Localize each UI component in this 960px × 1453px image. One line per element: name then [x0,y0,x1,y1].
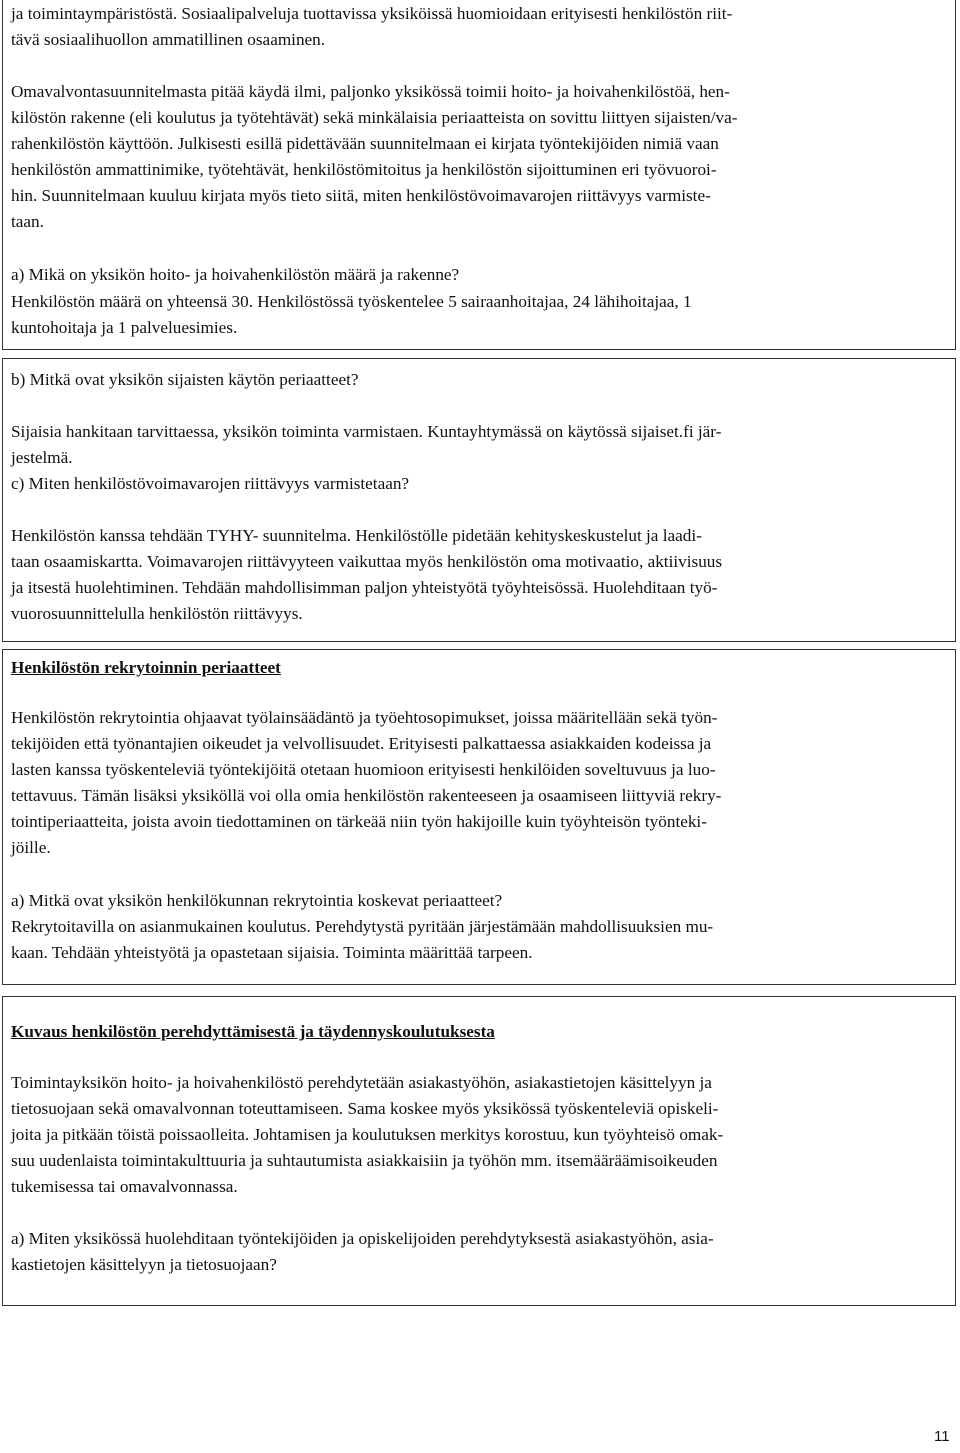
question-substitutes: b) Mitkä ovat yksikön sijaisten käytön periaatteet? [11,370,359,389]
page-number: 11 [934,1428,950,1445]
recruitment-paragraph: Henkilöstön rekrytointia ohjaavat työlainsäädäntö ja työehtosopimukset, joissa määritellään sekä työn- tekijöiden että työnantajien oikeudet ja velvollisuudet. Erityisesti palkattaessa asiakkaiden kodeissa ja lasten kanssa työskenteleviä työntekijöitä otetaan huomioon erityisesti henkilöiden soveltuvuus ja luo- tettavuus. Tämän lisäksi yksiköllä voi olla omia henkilöstön rakenteeseen ja osaamiseen liittyviä rekry- tointiperiaatteita, joista avoin tiedottaminen on tärkeää niin työn hakijoille kuin työyhteisön työnteki- jöille. [11,708,722,858]
question-recruitment-principles: a) Mitkä ovat yksikön henkilökunnan rekrytointia koskevat periaatteet? [11,891,503,910]
question-orientation: a) Miten yksikössä huolehditaan työntekijöiden ja opiskelijoiden perehdytyksestä asiakastyöhön, asia- kastietojen käsittelyyn ja tietosuojaan? [11,1229,714,1275]
answer-recruitment-principles: Rekrytoitavilla on asianmukainen koulutus. Perehdytystä pyritään järjestämään mahdollisuuksien mu- kaan. Tehdään yhteistyötä ja opastetaan sijaisia. Toiminta määrittää tarpeen. [11,917,714,963]
question-staff-structure: a) Mikä on yksikön hoito- ja hoivahenkilöstön määrä ja rakenne? [11,265,460,284]
staffing-instructions-paragraph: Omavalvontasuunnitelmasta pitää käydä ilmi, paljonko yksikössä toimii hoito- ja hoivahenkilöstöä, hen- kilöstön rakenne (eli koulutus ja työtehtävät) sekä minkälaisia periaatteista on sovittu liittyen sijaisten/va- rahenkilöstön käyttöön. Julkisesti esillä pidettävään suunnitelmaan ei kirjata työntekijöiden nimiä vaan henkilöstön ammattinimike, työtehtävät, henkilöstömitoitus ja henkilöstön sijoittuminen eri työvuoroi- hin. Suunnitelmaan kuuluu kirjata myös tieto siitä, miten henkilöstövoimavarojen riittävyys varmiste- taan. [11,82,738,232]
intro-paragraph: ja toimintaympäristöstä. Sosiaalipalveluja tuottavissa yksiköissä huomioidaan erityisesti henkilöstön riit- tävä sosiaalihuollon ammatillinen osaaminen. [11,4,733,50]
question-resource-sufficiency: c) Miten henkilöstövoimavarojen riittävyys varmistetaan? [11,474,410,493]
answer-resource-sufficiency: Henkilöstön kanssa tehdään TYHY- suunnitelma. Henkilöstölle pidetään kehityskeskustelut ja laadi- taan osaamiskartta. Voimavarojen riittävyyteen vaikuttaa myös henkilöstön oma motivaatio, aktiivisuus ja itsestä huolehtiminen. Tehdään mahdollisimman paljon yhteistyötä työyhteisössä. Huolehditaan työ- vuorosuunnittelulla henkilöstön riittävyys. [11,526,723,624]
answer-staff-structure: Henkilöstön määrä on yhteensä 30. Henkilöstössä työskentelee 5 sairaanhoitajaa, 24 lähihoitajaa, 1 kuntohoitaja ja 1 palveluesimies. [11,292,692,338]
answer-substitutes: Sijaisia hankitaan tarvittaessa, yksikön toiminta varmistaen. Kuntayhtymässä on käytössä sijaiset.fi jär- jestelmä. [11,422,722,468]
heading-orientation-training: Kuvaus henkilöstön perehdyttämisestä ja täydennyskoulutuksesta [11,1022,495,1041]
orientation-paragraph: Toimintayksikön hoito- ja hoivahenkilöstö perehdytetään asiakastyöhön, asiakastietojen käsittelyyn ja tietosuojaan sekä omavalvonnan toteuttamiseen. Sama koskee myös yksikössä työskenteleviä opiskeli- joita ja pitkään töistä poissaolleita. Johtamisen ja koulutuksen merkitys korostuu, kun työyhteisö omak- suu uudenlaista toimintakulttuuria ja suhtautumista asiakkaisiin ja työhön mm. itsemääräämisoikeuden tukemisessa tai omavalvonnassa. [11,1073,724,1197]
heading-recruitment: Henkilöstön rekrytoinnin periaatteet [11,658,281,677]
